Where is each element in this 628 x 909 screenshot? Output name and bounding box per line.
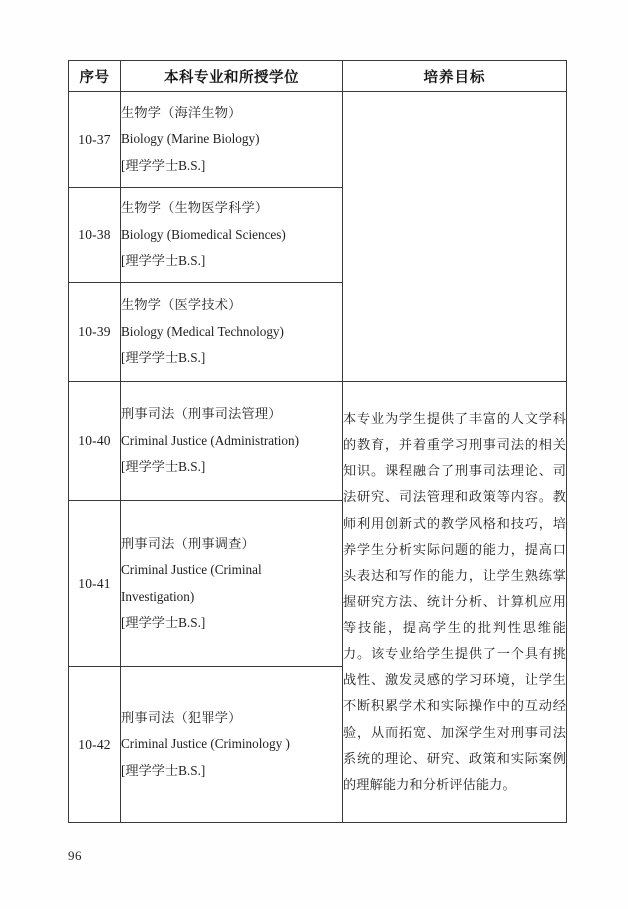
major-degree: [理学学士B.S.] [121,459,206,475]
row-major-10-37 [121,92,343,188]
major-name-en: Criminal Justice (Criminal [121,562,262,578]
major-degree: [理学学士B.S.] [121,350,206,366]
row-serial-10-37: 10-37 [69,92,121,188]
table-header-row [69,61,567,92]
major-name-en: Biology (Medical Technology) [121,323,284,339]
major-degree: [理学学士B.S.] [121,614,206,630]
major-degree: [理学学士B.S.] [121,762,206,778]
row-serial-10-39: 10-39 [69,283,121,382]
major-name-cn: 刑事司法（刑事司法管理） [121,406,282,422]
major-name-cn: 刑事司法（犯罪学） [121,709,242,725]
goal-cell-biology [343,92,567,382]
table-row [69,92,567,188]
major-name-en: Criminal Justice (Criminology ) [121,736,290,752]
row-serial-10-40: 10-40 [69,382,121,501]
row-major-10-42 [121,667,343,823]
row-major-10-38 [121,188,343,283]
row-serial-10-38: 10-38 [69,188,121,283]
goal-cell-criminal-justice: 本专业为学生提供了丰富的人文学科的教育，并着重学习刑事司法的相关知识。课程融合了刑事司法理论、司法研究、司法管理和政策等内容。教师利用创新式的教学风格和技巧，培养学生分析实际问题的能力，提高口头表达和写作的能力，让学生熟练掌握研究方法、统计分析、计算机应用等技能，提高学生的批判性思维能力。该专业给学生提供了一个具有挑战性、激发灵感的学习环境，让学生不断积累学术和实际操作中的互动经验，从而拓宽、加深学生对刑事司法系统的理论、研究、政策和实际案例的理解能力和分析评估能力。 [343,382,567,823]
page-number: 96 [68,848,82,863]
major-name-en: Biology (Marine Biology) [121,131,260,147]
row-major-10-39 [121,283,343,382]
row-major-10-41 [121,501,343,667]
major-name-cn: 生物学（医学技术） [121,297,242,313]
major-name-cn: 生物学（海洋生物） [121,104,242,120]
row-major-10-40 [121,382,343,501]
column-header-major: 本科专业和所授学位 [121,61,343,92]
major-name-cn: 生物学（生物医学科学） [121,200,269,216]
major-name-en: Criminal Justice (Administration) [121,432,300,448]
row-serial-10-41: 10-41 [69,501,121,667]
major-degree: [理学学士B.S.] [121,253,206,269]
major-degree: [理学学士B.S.] [121,157,206,173]
column-header-serial: 序号 [69,61,121,92]
row-serial-10-42: 10-42 [69,667,121,823]
table-row [69,382,567,501]
undergraduate-programs-table [68,60,567,823]
major-name-en: Biology (Biomedical Sciences) [121,226,286,242]
major-name-cn: 刑事司法（刑事调查） [121,535,255,551]
major-name-en-cont: Investigation) [121,588,195,604]
column-header-goal: 培养目标 [343,61,567,92]
